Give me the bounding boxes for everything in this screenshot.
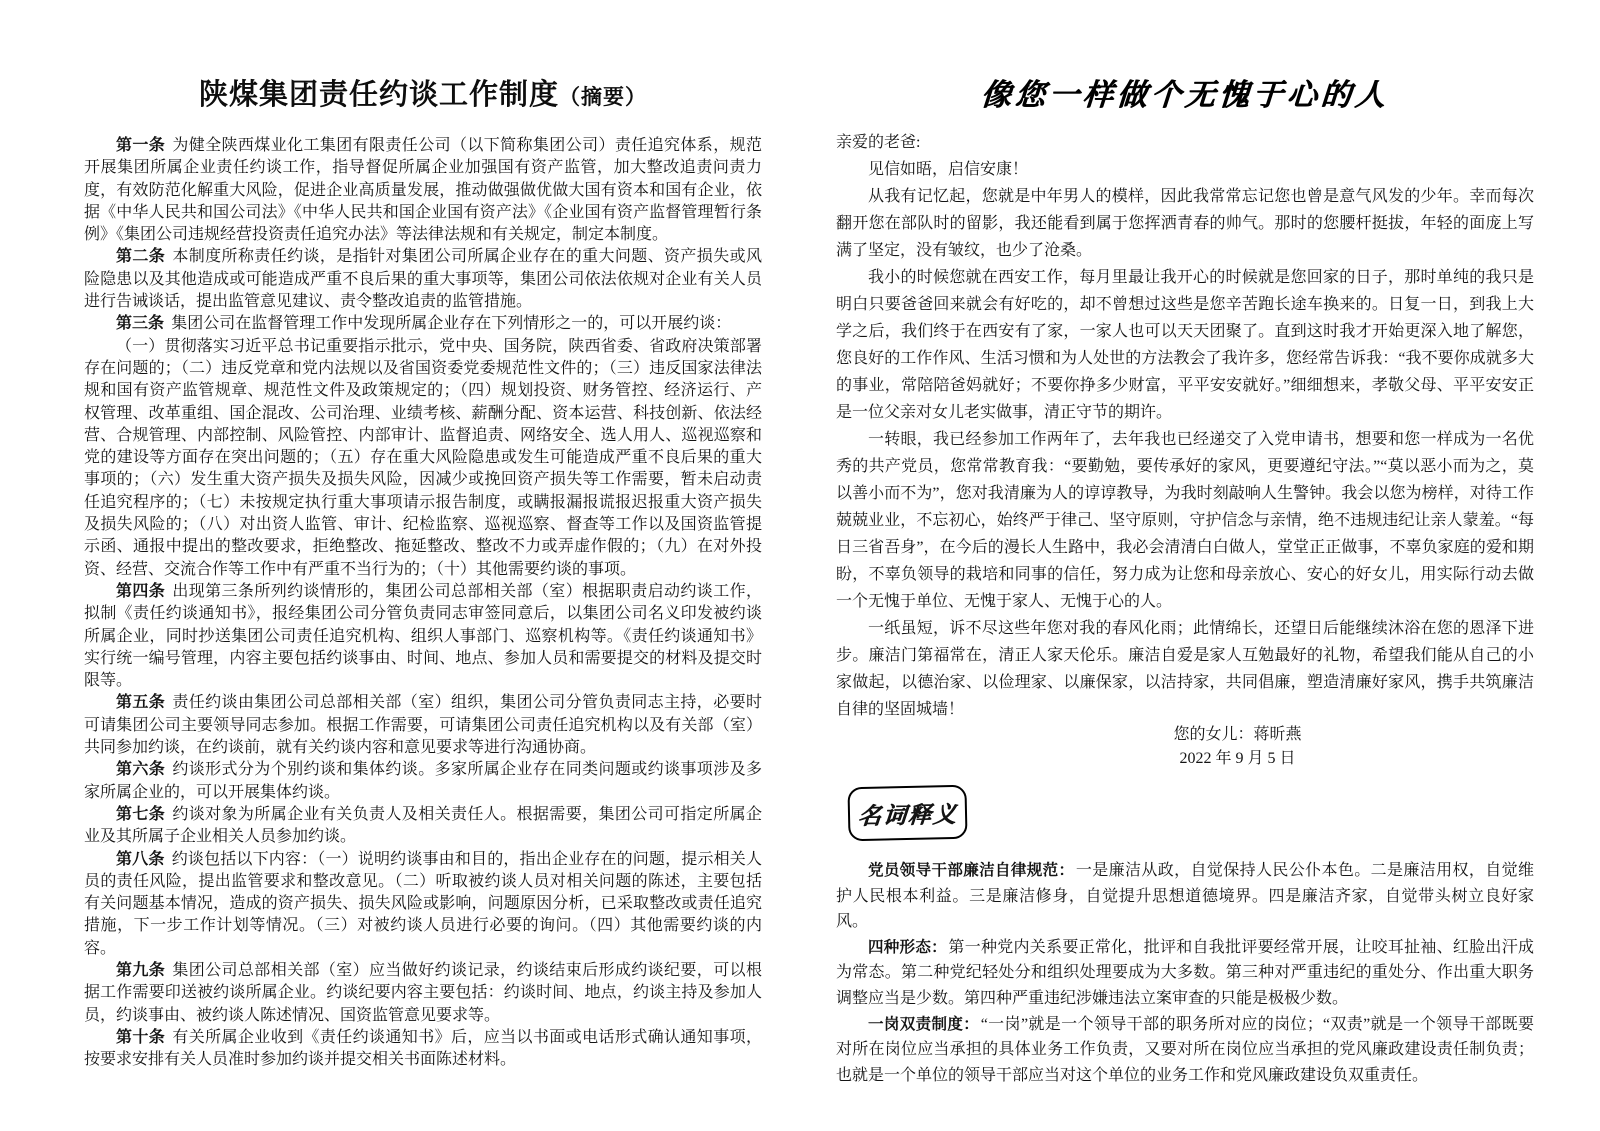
paragraph: 一纸虽短，诉不尽这些年您对我的春风化雨；此情绵长，还望日后能继续沐浴在您的恩泽下进步。廉洁门第福常在，清正人家天伦乐。廉洁自爱是家人互勉最好的礼物，希望我们能从自己的小家做起，以德治家、以俭理家、以廉保家，以洁持家，共同倡廉，塑造清廉好家风，携手共筑廉洁自律的坚固城墙！ — [836, 620, 1534, 718]
paragraph: 见信如晤，启信安康！ — [868, 161, 1029, 178]
letter-signature-block — [941, 723, 1534, 771]
right-page — [836, 0, 1534, 1088]
paragraph: 第七条 约谈对象为所属企业有关负责人及相关责任人。根据需要，集团公司可指定所属企业及其所属子企业相关人员参加约谈。 — [84, 805, 762, 846]
paragraph: 亲爱的老爸: — [836, 134, 921, 151]
paragraph: 从我有记忆起，您就是中年男人的模样，因此我常常忘记您也曾是意气风发的少年。幸而每次翻开您在部队时的留影，我还能看到属于您挥洒青春的帅气。那时的您腰杆挺拔，年轻的面庞上写满了坚定，没有皱纹，也少了沧桑。 — [836, 188, 1534, 259]
paragraph-lead: 第一条 — [116, 137, 166, 154]
paragraph: 第九条 集团公司总部相关部（室）应当做好约谈记录，约谈结束后形成约谈纪要，可以根据工作需要印送被约谈所属企业。约谈纪要内容主要包括：约谈时间、地点，约谈主持及参加人员，约谈事由、被约谈人陈述情况、国资监管意见要求等。 — [84, 961, 762, 1024]
paragraph-lead: 第三条 — [116, 315, 165, 333]
paragraph-lead: 一岗双责制度： — [868, 1015, 980, 1033]
glossary-title-box — [847, 785, 967, 841]
paragraph: 一岗双责制度：“一岗”就是一个领导干部的职务所对应的岗位；“双责”就是一个领导干部既要对所在岗位应当承担的具体业务工作负责，又要对所在岗位应当承担的党风廉政建设责任制负责；也就是一个单位的领导干部应当对这个单位的业务工作和党风廉政建设负双重责任。 — [836, 1015, 1534, 1084]
paragraph: 我小的时候您就在西安工作，每月里最让我开心的时候就是您回家的日子，那时单纯的我只是明白只要爸爸回来就会有好吃的，却不曾想过这些是您辛苦跑长途车换来的。日复一日，到我上大学之后，我们终于在西安有了家，一家人也可以天天团聚了。直到这时我才开始更深入地了解您，您良好的工作作风、生活习惯和为人处世的方法教会了我许多，您经常告诉我：“我不要你成就多大的事业，常陪陪爸妈就好；不要你挣多少财富，平平安安就好。”细细想来，孝敬父母、平平安安正是一位父亲对女儿老实做事，清正守节的期许。 — [836, 269, 1534, 421]
paragraph-lead: 党员领导干部廉洁自律规范： — [868, 862, 1075, 879]
right-page-title: 像您一样做个无愧于心的人 — [979, 79, 1390, 112]
paragraph-lead: 第五条 — [116, 694, 166, 712]
paragraph: 四种形态：第一种党内关系要正常化，批评和自我批评要经常开展，让咬耳扯袖、红脸出汗成为常态。第二种党纪轻处分和组织处理要成为大多数。第三种对严重违纪的重处分、作出重大职务调整应当是少数。第四种严重违纪涉嫌违法立案审查的只能是极极少数。 — [836, 938, 1534, 1007]
paragraph-lead: 第七条 — [116, 805, 166, 823]
glossary-text — [836, 858, 1534, 1088]
paragraph-lead: 第四条 — [116, 582, 166, 600]
signature-date: 2022 年 9 月 5 日 — [1179, 750, 1296, 767]
paragraph: 第五条 责任约谈由集团公司总部相关部（室）组织，集团公司分管负责同志主持，必要时可请集团公司主要领导同志参加。根据工作需要，可请集团公司责任追究机构以及有关部（室）共同参加约谈，在约谈前，就有关约谈内容和意见要求等进行沟通协商。 — [84, 694, 762, 757]
policy-text — [84, 135, 762, 1071]
paragraph-lead: 四种形态： — [868, 938, 947, 956]
paragraph: 第三条 集团公司在监督管理工作中发现所属企业存在下列情形之一的，可以开展约谈： — [116, 315, 732, 333]
letter-text — [836, 129, 1534, 723]
paragraph: （一）贯彻落实习近平总书记重要指示批示，党中央、国务院，陕西省委、省政府决策部署存在问题的；（二）违反党章和党内法规以及省国资委党委规范性文件的；（三）违反国家法律法规和国有资产监管规章、规范性文件及政策规定的；（四）规划投资、财务管控、经济运行、产权管理、改革重组、国企混改、公司治理、业绩考核、薪酬分配、资本运营、科技创新、依法经营、合规管理、内部控制、风险管控、内部审计、监督追责、网络安全、选人用人、巡视巡察和党的建设等方面存在突出问题的；（五）存在重大风险隐患或发生可能造成严重不良后果的重大事项的；（六）发生重大资产损失及损失风险，因减少或挽回资产损失等工作需要，暂未启动责任追究程序的；（七）未按规定执行重大事项请示报告制度，或瞒报漏报谎报迟报重大资产损失及损失风险的；（八）对出资人监管、审计、纪检监察、巡视巡察、督查等工作以及国资监管提示函、通报中提出的整改要求，拒绝整改、拖延整改、整改不力或弄虚作假的；（九）在对外投资、经营、交流合作等工作中有严重不当行为的；（十）其他需要约谈的事项。 — [84, 337, 762, 578]
left-title-suffix: （摘要） — [559, 85, 647, 109]
glossary-title: 名词释义 — [856, 801, 959, 829]
paragraph: 第四条 出现第三条所列约谈情形的，集团公司总部相关部（室）根据职责启动约谈工作，拟制《责任约谈通知书》，报经集团公司分管负责同志审签同意后，以集团公司名义印发被约谈所属企业，同时抄送集团公司责任追究机构、组织人事部门、巡察机构等。《责任约谈通知书》实行统一编号管理，内容主要包括约谈事由、时间、地点、参加人员和需要提交的材料及提交时限等。 — [84, 582, 762, 690]
left-title-main: 陕煤集团责任约谈工作制度 — [198, 79, 559, 111]
left-page-title — [84, 72, 762, 113]
paragraph: 第六条 约谈形式分为个别约谈和集体约谈。多家所属企业存在同类问题或约谈事项涉及多家所属企业的，可以开展集体约谈。 — [84, 761, 762, 801]
paragraph: 第十条 有关所属企业收到《责任约谈通知书》后，应当以书面或电话形式确认通知事项，按要求安排有关人员准时参加约谈并提交相关书面陈述材料。 — [84, 1028, 762, 1069]
paragraph-lead: 第八条 — [116, 850, 165, 868]
left-page — [84, 0, 762, 1071]
paragraph: 党员领导干部廉洁自律规范：一是廉洁从政，自觉保持人民公仆本色。二是廉洁用权，自觉维护人民根本利益。三是廉洁修身，自觉提升思想道德境界。四是廉洁齐家，自觉带头树立良好家风。 — [836, 862, 1534, 931]
signature-name: 您的女儿：蒋昕燕 — [1173, 726, 1302, 743]
paragraph: 一转眼，我已经参加工作两年了，去年我也已经递交了入党申请书，想要和您一样成为一名优秀的共产党员，您常常教育我：“要勤勉，要传承好的家风，更要遵纪守法。”“莫以恶小而为之，莫以善小而不为”，您对我清廉为人的谆谆教导，为我时刻敲响人生警钟。我会以您为榜样，对待工作兢兢业业，不忘初心，始终严于律己、坚守原则，守护信念与亲情，绝不违规违纪让亲人蒙羞。“每日三省吾身”，在今后的漫长人生路中，我必会清清白白做人，堂堂正正做事，不辜负家庭的爱和期盼，不辜负领导的栽培和同事的信任，努力成为让您和母亲放心、安心的好女儿，用实际行动去做一个无愧于单位、无愧于家人、无愧于心的人。 — [836, 431, 1534, 610]
paragraph-lead: 第九条 — [116, 961, 166, 979]
paragraph-lead: 第二条 — [116, 248, 166, 266]
paragraph-lead: 第十条 — [116, 1028, 166, 1046]
paragraph: 第一条 为健全陕西煤业化工集团有限责任公司（以下简称集团公司）责任追究体系，规范开展集团所属企业责任约谈工作，指导督促所属企业加强国有资产监管，加大整改追责问责力度，有效防范化解重大风险，促进企业高质量发展，推动做强做优做大国有资本和国有企业，依据《中华人民共和国公司法》《中华人民共和国企业国有资产法》《企业国有资产监督管理暂行条例》《集团公司违规经营投资责任追究办法》等法律法规和有关规定，制定本制度。 — [84, 137, 762, 244]
paragraph: 第八条 约谈包括以下内容：（一）说明约谈事由和目的，指出企业存在的问题，提示相关人员的责任风险，提出监管要求和整改意见。（二）听取被约谈人员对相关问题的陈述，主要包括有关问题基本情况，造成的资产损失、损失风险或影响，问题原因分析，已采取整改或责任追究措施，下一步工作计划等情况。（三）对被约谈人员进行必要的询问。（四）其他需要约谈的内容。 — [84, 850, 762, 957]
paragraph-lead: 第六条 — [116, 761, 166, 779]
paragraph: 第二条 本制度所称责任约谈，是指针对集团公司所属企业存在的重大问题、资产损失或风险隐患以及其他造成或可能造成严重不良后果的重大事项等，集团公司依法依规对企业有关人员进行告诫谈话，提出监管意见建议、责令整改追责的监管措施。 — [84, 248, 762, 311]
